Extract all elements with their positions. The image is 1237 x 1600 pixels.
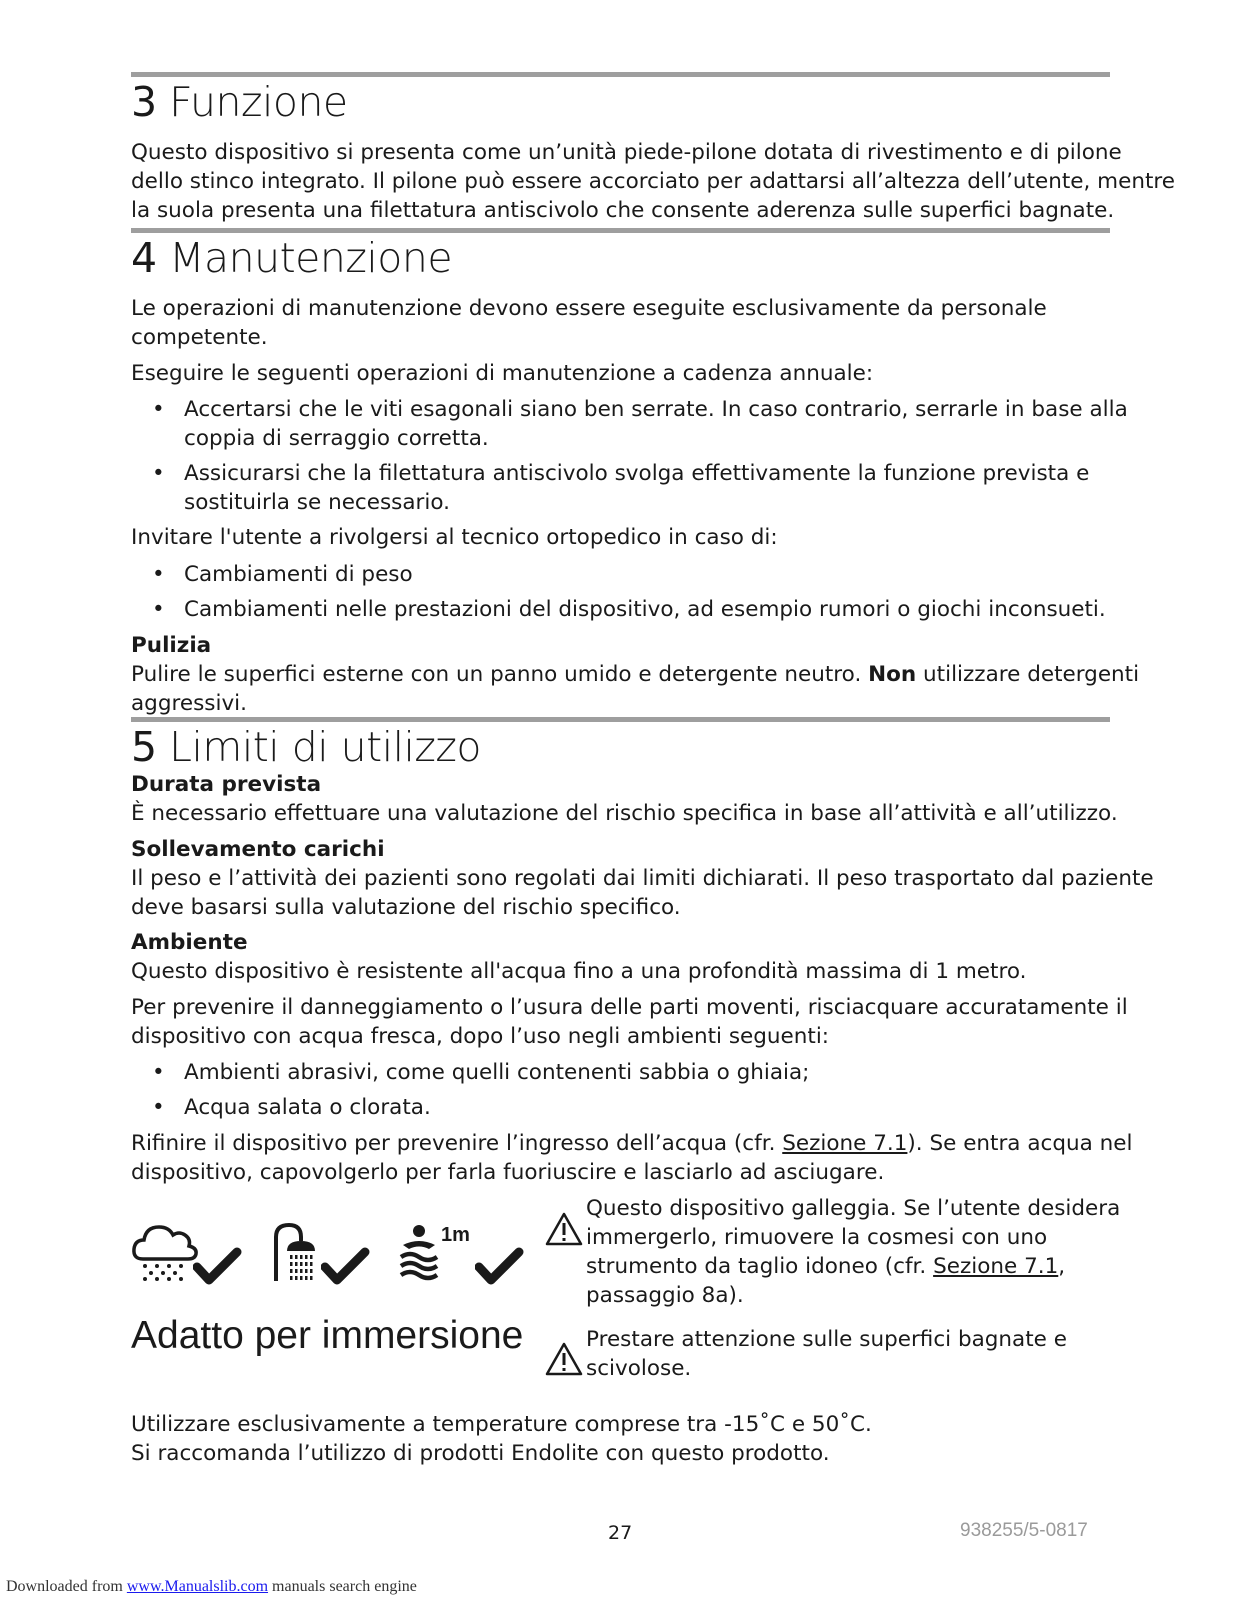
- bullet: •: [152, 562, 165, 587]
- list-item-text: Acqua salata o clorata.: [184, 1095, 431, 1120]
- list-item-text: Cambiamenti nelle prestazioni del dispositivo, ad esempio rumori o giochi inconsueti.: [184, 597, 1106, 622]
- paragraph: Si raccomanda l’utilizzo di prodotti Endolite con questo prodotto.: [131, 1441, 830, 1466]
- paragraph: È necessario effettuare una valutazione del rischio specifica in base all’attività e all’utilizzo.: [131, 801, 1118, 826]
- rain-icon: [131, 1221, 199, 1283]
- subheading-pulizia: Pulizia: [131, 633, 212, 658]
- paragraph: Il peso e l’attività dei pazienti sono regolati dai limiti dichiarati. Il peso trasportato dal paziente: [131, 866, 1154, 891]
- list-item-text: Assicurarsi che la filettatura antiscivolo svolga effettivamente la funzione prevista e: [184, 461, 1090, 486]
- list-item-text: coppia di serraggio corretta.: [184, 426, 489, 451]
- paragraph: dispositivo, capovolgerlo per farla fuoriuscire e lasciarlo ad asciugare.: [131, 1160, 885, 1185]
- text-run: Pulire le superfici esterne con un panno umido e detergente neutro.: [131, 662, 869, 687]
- bold-text: Non: [868, 662, 917, 687]
- section-link[interactable]: Sezione 7.1: [933, 1254, 1059, 1279]
- download-footer: [6, 1578, 417, 1596]
- page-number: 27: [608, 1522, 633, 1544]
- text-run: ,: [1058, 1254, 1066, 1279]
- paragraph: la suola presenta una filettatura antiscivolo che consente aderenza sulle superfici bagnate.: [131, 198, 1115, 223]
- paragraph: [131, 1129, 1133, 1158]
- paragraph: [131, 660, 1140, 689]
- text-run: strumento da taglio idoneo (cfr.: [586, 1254, 934, 1279]
- bullet: •: [152, 597, 165, 622]
- section-rule: [131, 72, 1110, 77]
- section-title: Funzione: [169, 78, 348, 126]
- list-item: [152, 459, 1090, 488]
- warning-text: passaggio 8a).: [586, 1283, 744, 1308]
- text-run: utilizzare detergenti: [916, 662, 1140, 687]
- section-number: 4: [131, 234, 157, 282]
- paragraph: Questo dispositivo si presenta come un’unità piede-pilone dotata di rivestimento e di pilone: [131, 140, 1122, 165]
- list-item: [152, 1093, 431, 1122]
- list-item: [152, 560, 413, 589]
- subheading-sollevamento: Sollevamento carichi: [131, 837, 385, 862]
- paragraph: dispositivo con acqua fresca, dopo l’uso negli ambienti seguenti:: [131, 1024, 830, 1049]
- document-number: 938255/5-0817: [960, 1520, 1088, 1541]
- footer-text: manuals search engine: [268, 1578, 417, 1595]
- section-link[interactable]: Sezione 7.1: [782, 1131, 908, 1156]
- shower-icon: [271, 1221, 323, 1283]
- bullet: •: [152, 461, 165, 486]
- bullet: •: [152, 397, 165, 422]
- check-icon: [193, 1247, 243, 1287]
- list-item-text: Accertarsi che le viti esagonali siano ben serrate. In caso contrario, serrarle in base alla: [184, 397, 1128, 422]
- paragraph: Invitare l'utente a rivolgersi al tecnico ortopedico in caso di:: [131, 525, 778, 550]
- check-icon: [321, 1247, 371, 1287]
- warning-text: Questo dispositivo galleggia. Se l’utente desidera: [586, 1196, 1121, 1221]
- bullet: •: [152, 1060, 165, 1085]
- paragraph: Per prevenire il danneggiamento o l’usura delle parti moventi, risciacquare accuratamente il: [131, 995, 1128, 1020]
- warning-text: scivolose.: [586, 1356, 692, 1381]
- bullet: •: [152, 1095, 165, 1120]
- list-item-text: Ambienti abrasivi, come quelli contenenti sabbia o ghiaia;: [184, 1060, 810, 1085]
- warning-icon: [545, 1212, 583, 1246]
- footer-text: Downloaded from: [6, 1578, 127, 1595]
- depth-label: 1m: [441, 1224, 470, 1246]
- text-run: ). Se entra acqua nel: [907, 1131, 1133, 1156]
- list-item: [152, 595, 1106, 624]
- paragraph: Utilizzare esclusivamente a temperature comprese tra -15˚C e 50˚C.: [131, 1412, 872, 1437]
- section-title: Manutenzione: [169, 234, 453, 282]
- subheading-ambiente: Ambiente: [131, 930, 248, 955]
- immersion-icon: [399, 1223, 439, 1283]
- section-3-heading: [131, 78, 348, 126]
- section-rule: [131, 228, 1110, 233]
- section-number: 3: [131, 78, 157, 126]
- footer-link[interactable]: www.Manualslib.com: [126, 1578, 269, 1595]
- warning-text: Prestare attenzione sulle superfici bagnate e: [586, 1327, 1067, 1352]
- check-icon: [475, 1247, 525, 1287]
- warning-icon: [545, 1342, 583, 1376]
- paragraph: Questo dispositivo è resistente all'acqua fino a una profondità massima di 1 metro.: [131, 959, 1027, 984]
- immersion-label: Adatto per immersione: [131, 1314, 524, 1357]
- list-item: [152, 395, 1128, 424]
- list-item-text: sostituirla se necessario.: [184, 490, 450, 515]
- warning-text: immergerlo, rimuovere la cosmesi con uno: [586, 1225, 1048, 1250]
- paragraph: deve basarsi sulla valutazione del rischio specifico.: [131, 895, 681, 920]
- section-4-heading: [131, 234, 453, 282]
- section-5-heading: [131, 723, 482, 771]
- paragraph: aggressivi.: [131, 691, 247, 716]
- paragraph: Le operazioni di manutenzione devono essere eseguite esclusivamente da personale: [131, 296, 1047, 321]
- paragraph: dello stinco integrato. Il pilone può essere accorciato per adattarsi all’altezza dell’utente, mentre: [131, 169, 1175, 194]
- list-item-text: Cambiamenti di peso: [184, 562, 413, 587]
- section-rule: [131, 717, 1110, 722]
- section-number: 5: [131, 723, 157, 771]
- warning-text: [586, 1252, 1065, 1281]
- paragraph: Eseguire le seguenti operazioni di manutenzione a cadenza annuale:: [131, 361, 874, 386]
- paragraph: competente.: [131, 325, 268, 350]
- text-run: Rifinire il dispositivo per prevenire l’ingresso dell’acqua (cfr.: [131, 1131, 783, 1156]
- section-title: Limiti di utilizzo: [169, 723, 482, 771]
- list-item: [152, 1058, 810, 1087]
- subheading-durata: Durata prevista: [131, 772, 322, 797]
